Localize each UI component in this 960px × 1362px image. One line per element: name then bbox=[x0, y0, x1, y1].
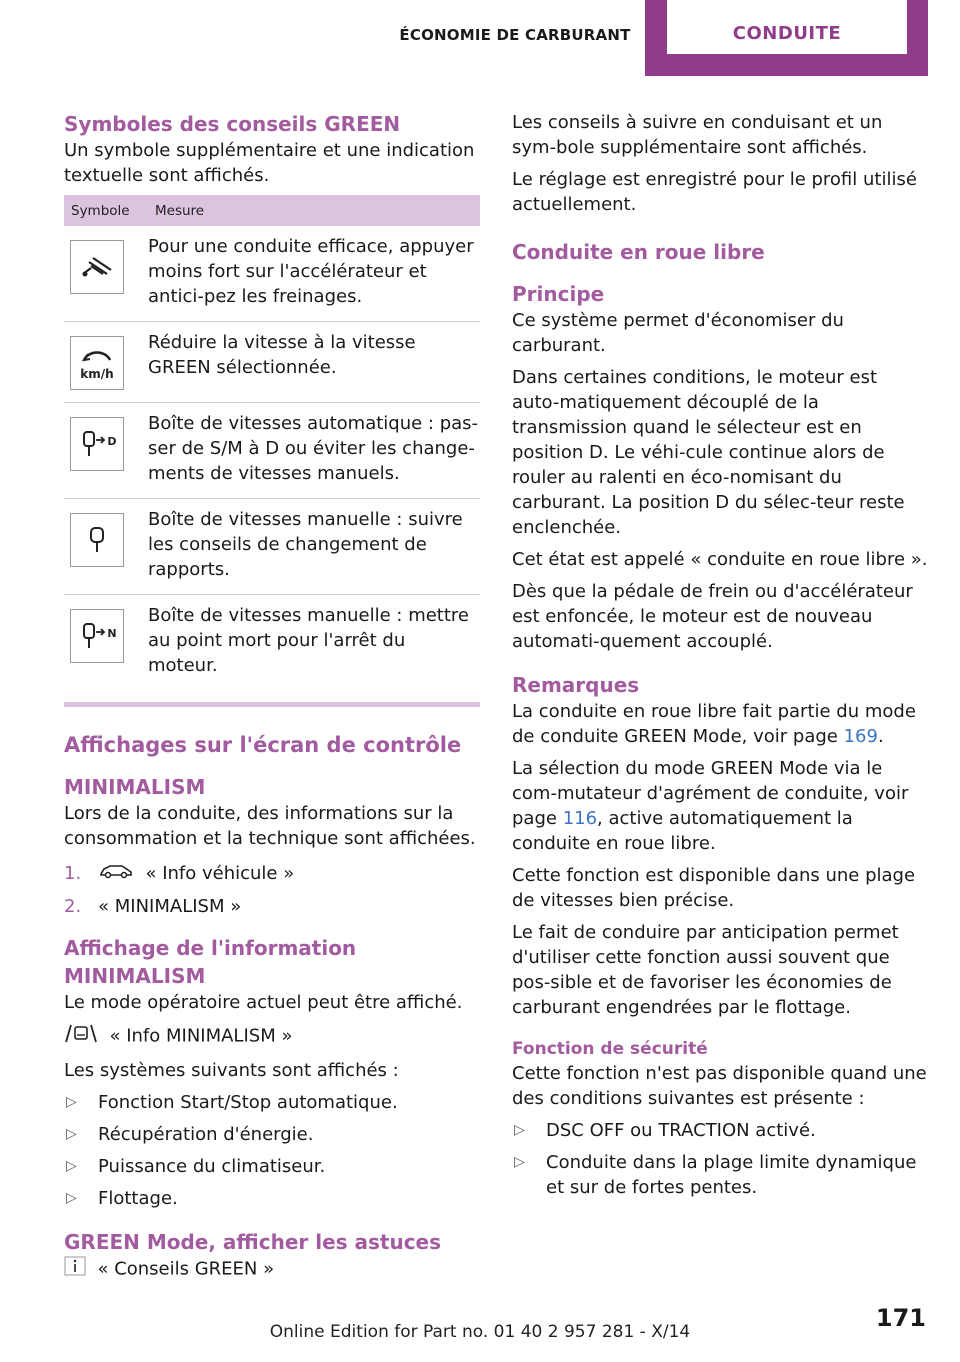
list-item-text: DSC OFF ou TRACTION activé. bbox=[546, 1120, 816, 1141]
paragraph-text: La conduite en roue libre fait partie du mode de conduite GREEN Mode, voir page bbox=[512, 701, 916, 747]
table-cell-measure: Boîte de vitesses manuelle : mettre au point mort pour l'arrêt du moteur. bbox=[148, 605, 469, 676]
list-item bbox=[64, 1122, 480, 1147]
minimalism-info-line[interactable]: « Info MINIMALISM » bbox=[109, 1025, 293, 1046]
chapter-tab[interactable] bbox=[645, 0, 928, 76]
list-item bbox=[64, 1186, 480, 1211]
paragraph: Le réglage est enregistré pour le profil utilisé actuellement. bbox=[512, 169, 917, 215]
gear-n-label: N bbox=[107, 627, 117, 640]
bullet-triangle-icon: ▷ bbox=[66, 1093, 77, 1110]
paragraph: Cet état est appelé « conduite en roue libre ». bbox=[512, 549, 928, 570]
paragraph: Dans certaines conditions, le moteur est auto-matiquement découplé de la transmission quand le sélecteur est en position D. Le véhi-cule continue alors de rouler au ralenti en éco-nomisant du carburant. La position D du sélec-teur reste enclenchée. bbox=[512, 367, 905, 538]
principle-heading: Principe bbox=[512, 282, 605, 306]
speed-unit-label: km/h bbox=[80, 367, 114, 381]
display-info-icon bbox=[64, 1022, 98, 1051]
table-row bbox=[64, 403, 480, 499]
table-row bbox=[64, 499, 480, 595]
systems-list bbox=[64, 1090, 480, 1211]
edition-footer: Online Edition for Part no. 01 40 2 957 281 - X/14 bbox=[269, 1322, 691, 1342]
table-cell-measure: Boîte de vitesses manuelle : suivre les conseils de changement de rapports. bbox=[148, 499, 480, 595]
steps-list bbox=[64, 861, 480, 919]
speedometer-kmh-icon bbox=[70, 336, 124, 390]
minimalism-info-text: Le mode opératoire actuel peut être affiché. bbox=[64, 991, 463, 1013]
safety-list bbox=[512, 1118, 928, 1200]
page-number: 171 bbox=[875, 1304, 926, 1332]
gear-lever-to-n-icon bbox=[70, 609, 124, 663]
paragraph-text: . bbox=[877, 726, 884, 747]
bullet-triangle-icon: ▷ bbox=[514, 1122, 525, 1138]
paragraph bbox=[512, 699, 928, 749]
table-row bbox=[64, 595, 480, 691]
list-item bbox=[64, 1090, 480, 1115]
step-label[interactable]: « MINIMALISM » bbox=[98, 895, 242, 917]
paragraph-text: La sélection du mode GREEN Mode via le com-mutateur d'agrément de conduite, voir page bbox=[512, 758, 909, 829]
list-item bbox=[64, 1154, 480, 1179]
page-link-169[interactable]: 169 bbox=[843, 726, 878, 747]
gear-d-label: D bbox=[107, 435, 117, 448]
list-item-text: Fonction Start/Stop automatique. bbox=[98, 1091, 398, 1113]
list-item-text: Conduite dans la plage limite dynamique et sur de fortes pentes. bbox=[546, 1152, 917, 1198]
table-header-symbol: Symbole bbox=[64, 195, 148, 226]
table-cell-measure: Réduire la vitesse à la vitesse GREEN sélectionnée. bbox=[148, 322, 480, 403]
table-row bbox=[64, 226, 480, 322]
green-tips-line[interactable]: « Conseils GREEN » bbox=[97, 1258, 275, 1279]
step-label[interactable]: « Info véhicule » bbox=[145, 863, 295, 884]
list-item bbox=[512, 1118, 928, 1143]
paragraph bbox=[512, 756, 928, 856]
coasting-heading: Conduite en roue libre bbox=[512, 240, 765, 264]
list-item-text: Récupération d'énergie. bbox=[98, 1123, 314, 1145]
info-icon bbox=[64, 1256, 86, 1283]
chapter-tab-label: CONDUITE bbox=[667, 0, 907, 54]
list-item-text: Puissance du climatiseur. bbox=[98, 1155, 326, 1177]
paragraph: Cette fonction n'est pas disponible quand une des conditions suivantes est présente : bbox=[512, 1063, 927, 1109]
green-symbols-table bbox=[64, 195, 480, 690]
gear-lever-icon bbox=[70, 513, 124, 567]
table-cell-measure: Boîte de vitesses automatique : pas-ser de S/M à D ou éviter les change-ments de vitesses manuels. bbox=[148, 403, 480, 499]
page-link-116[interactable]: 116 bbox=[562, 808, 598, 829]
list-item bbox=[64, 861, 480, 887]
green-mode-heading: GREEN Mode, afficher les astuces bbox=[64, 1229, 442, 1254]
remarks-heading: Remarques bbox=[512, 673, 640, 697]
running-header-section: ÉCONOMIE DE CARBURANT bbox=[399, 26, 631, 44]
gear-lever-to-d-icon bbox=[70, 417, 124, 471]
table-header-measure: Mesure bbox=[148, 195, 480, 226]
foot-pedal-icon bbox=[70, 240, 124, 294]
list-item-text: Flottage. bbox=[98, 1187, 178, 1209]
bullet-triangle-icon: ▷ bbox=[66, 1157, 77, 1174]
table-cell-measure: Pour une conduite efficace, appuyer moins fort sur l'accélérateur et antici-pez les freinages. bbox=[148, 226, 480, 322]
list-item bbox=[64, 894, 480, 919]
paragraph: Les conseils à suivre en conduisant et un sym-bole supplémentaire sont affichés. bbox=[512, 112, 883, 158]
green-symbols-heading: Symboles des conseils GREEN bbox=[64, 112, 401, 136]
safety-heading: Fonction de sécurité bbox=[512, 1039, 708, 1059]
paragraph: Cette fonction est disponible dans une plage de vitesses bien précise. bbox=[512, 865, 916, 911]
green-symbols-intro: Un symbole supplémentaire et une indication textuelle sont affichés. bbox=[64, 140, 475, 186]
left-column bbox=[64, 110, 480, 1290]
displays-heading: Affichages sur l'écran de contrôle bbox=[64, 733, 462, 757]
bullet-triangle-icon: ▷ bbox=[514, 1154, 525, 1170]
table-row bbox=[64, 322, 480, 403]
list-item bbox=[512, 1150, 928, 1200]
systems-intro: Les systèmes suivants sont affichés : bbox=[64, 1059, 399, 1081]
right-column bbox=[512, 110, 928, 1207]
bullet-triangle-icon: ▷ bbox=[66, 1189, 77, 1206]
minimalism-heading: MINIMALISM bbox=[64, 775, 206, 799]
paragraph: Le fait de conduire par anticipation permet d'utiliser cette fonction aussi souvent que pos-sible et de favoriser les économies de carburant engendrées par le flottage. bbox=[512, 922, 899, 1018]
step-number: 1. bbox=[64, 863, 82, 884]
minimalism-info-heading: Affichage de l'information MINIMALISM bbox=[64, 935, 357, 988]
paragraph: Dès que la pédale de frein ou d'accélérateur est enfoncée, le moteur est de nouveau automati-quement accouplé. bbox=[512, 581, 913, 652]
paragraph: Ce système permet d'économiser du carburant. bbox=[512, 310, 844, 356]
car-icon bbox=[98, 862, 134, 887]
minimalism-text: Lors de la conduite, des informations sur la consommation et la technique sont affichées. bbox=[64, 803, 476, 849]
bullet-triangle-icon: ▷ bbox=[66, 1125, 77, 1142]
step-number: 2. bbox=[64, 895, 82, 917]
paragraph-text: , active automatiquement la conduite en roue libre. bbox=[512, 808, 853, 854]
